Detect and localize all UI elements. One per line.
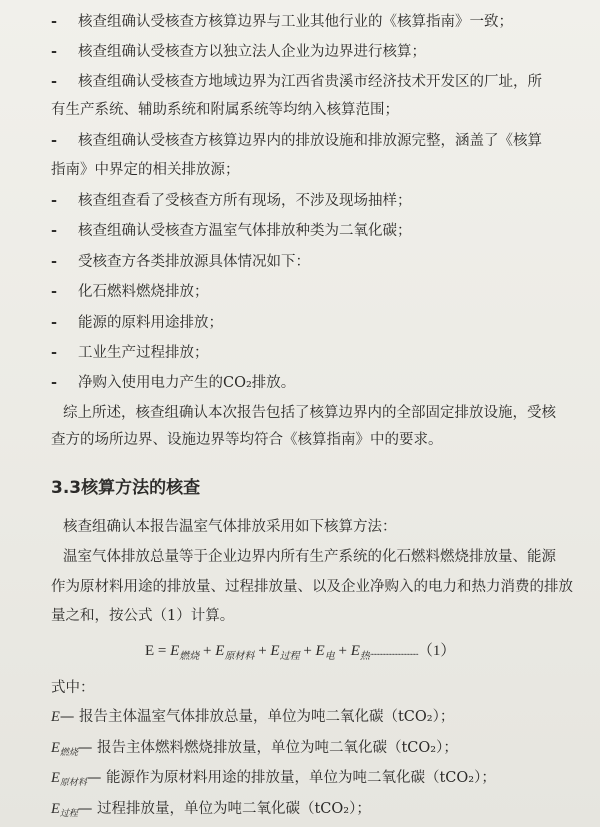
emission-formula: $E = E_{燃烧} + E_{原材料} + E_{过程} + E_电 + E_热................................(1)$: [145, 643, 456, 662]
bullet-dash: -: [51, 374, 58, 391]
paragraph-line: 量之和，按公式（1）计算。: [51, 608, 235, 624]
bullet-dash: -: [51, 192, 58, 209]
bullet-dash: -: [51, 13, 58, 30]
bullet-item: - 核查组确认受核查方核算边界内的排放设施和排放源完整，涵盖了《核算: [51, 132, 542, 149]
where-label: 式中：: [51, 680, 95, 696]
bullet-item: - 能源的原料用途排放；: [51, 314, 223, 331]
bullet-item: - 核查组确认受核查方以独立法人企业为边界进行核算；: [51, 43, 426, 60]
bullet-item: - 工业生产过程排放；: [51, 344, 209, 361]
paragraph-line: 温室气体排放总量等于企业边界内所有生产系统的化石燃料燃烧排放量、能源: [63, 549, 556, 565]
definition-line: E— 报告主体温室气体排放总量，单位为吨二氧化碳（tCO₂）；: [51, 709, 455, 725]
bullet-item: - 受核查方各类排放源具体情况如下：: [51, 253, 310, 270]
bullet-item: - 核查组确认受核查方地域边界为江西省贵溪市经济技术开发区的厂址，所: [51, 73, 542, 90]
bullet-dash: -: [51, 253, 58, 270]
definition-line: $E_{过程}—$ 过程排放量，单位为吨二氧化碳（tCO₂）；: [51, 801, 371, 819]
definition-line: $E_{原材料}—$ 能源作为原材料用途的排放量，单位为吨二氧化碳（tCO₂）；: [51, 770, 496, 788]
bullet-continuation: 有生产系统、辅助系统和附属系统等均纳入核算范围；: [51, 102, 399, 118]
intro-text: 核查组确认本报告温室气体排放采用如下核算方法：: [63, 519, 397, 535]
bullet-dash: -: [51, 132, 58, 149]
bullet-dash: -: [51, 314, 58, 331]
bullet-item: - 核查组查看了受核查方所有现场，不涉及现场抽样；: [51, 192, 412, 209]
bullet-dash: -: [51, 283, 58, 300]
bullet-dash: -: [51, 344, 58, 361]
bullet-item: - 净购入使用电力产生的CO₂排放。: [51, 374, 296, 391]
bullet-item: - 核查组确认受核查方核算边界与工业其他行业的《核算指南》一致；: [51, 13, 513, 30]
bullet-continuation: 指南》中界定的相关排放源；: [51, 162, 240, 178]
section-heading: 3.3核算方法的核查: [51, 478, 201, 498]
summary-line: 综上所述，核查组确认本次报告包括了核算边界内的全部固定排放设施，受核: [63, 405, 556, 421]
definition-line: $E_{燃烧}—$ 报告主体燃料燃烧排放量，单位为吨二氧化碳（tCO₂）；: [51, 740, 458, 758]
paragraph-line: 作为原材料用途的排放量、过程排放量、以及企业净购入的电力和热力消费的排放: [51, 579, 573, 595]
bullet-dash: -: [51, 73, 58, 90]
summary-line: 查方的场所边界、设施边界等均符合《核算指南》中的要求。: [51, 432, 443, 448]
bullet-item: - 化石燃料燃烧排放；: [51, 283, 209, 300]
bullet-dash: -: [51, 222, 58, 239]
bullet-dash: -: [51, 43, 58, 60]
bullet-item: - 核查组确认受核查方温室气体排放种类为二氧化碳；: [51, 222, 412, 239]
formula-number: （1）: [417, 643, 456, 659]
